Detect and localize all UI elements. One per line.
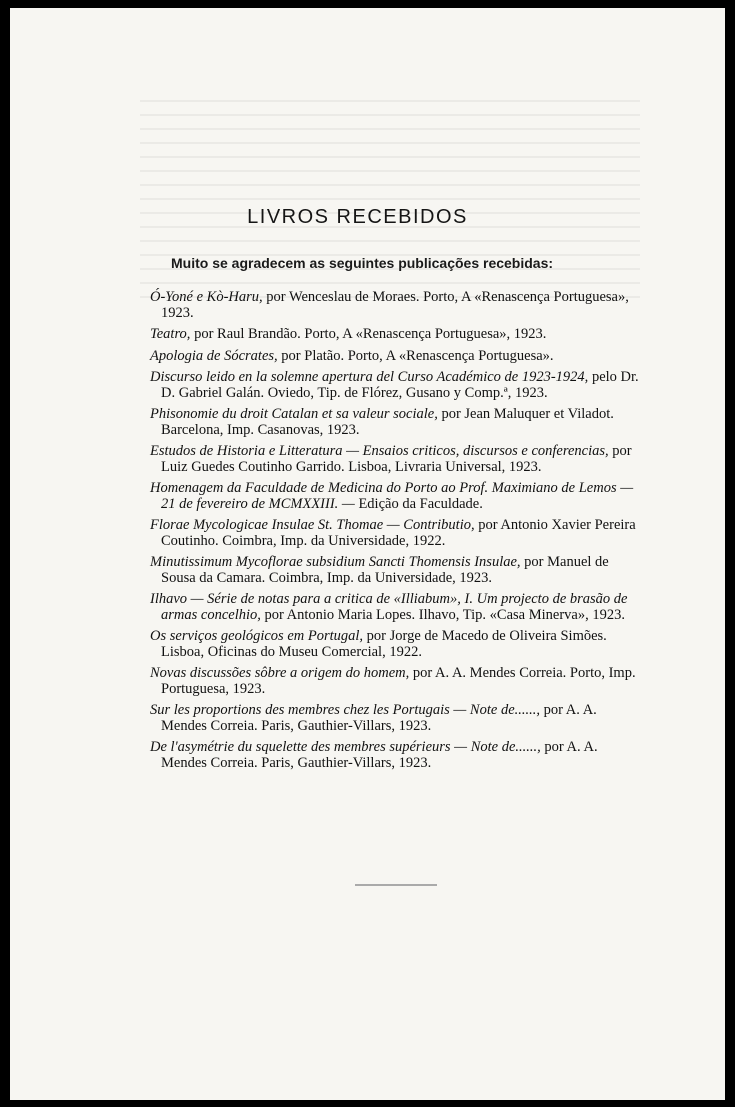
entry-details: por Jorge de Macedo de Oliveira Simões. Lisboa, Oficinas do Museu Comercial, 1922. xyxy=(161,628,607,660)
printer-mark xyxy=(355,884,437,886)
entry-details: por Antonio Xavier Pereira Coutinho. Coimbra, Imp. da Universidade, 1922. xyxy=(161,517,636,549)
list-item xyxy=(150,290,640,321)
entry-title: Teatro, xyxy=(150,326,191,342)
entry-title: Novas discussões sôbre a origem do homem, xyxy=(150,665,410,681)
entry-title: Apologia de Sócrates, xyxy=(150,347,278,364)
entry-details: por Antonio Maria Lopes. Ilhavo, Tip. «Casa Minerva», 1923. xyxy=(260,606,625,623)
list-item xyxy=(150,407,640,438)
list-item xyxy=(150,518,640,549)
list-item xyxy=(150,740,640,771)
list-item xyxy=(150,327,640,343)
entry-title: De l'asymétrie du squelette des membres supérieurs — Note de......, xyxy=(150,739,541,755)
entry-title: Discurso leido en la solemne apertura del Curso Académico de 1923-1924, xyxy=(150,369,589,385)
entry-details: por A. A. Mendes Correia. Paris, Gauthier-Villars, 1923. xyxy=(161,739,598,771)
entry-details: por A. A. Mendes Correia. Porto, Imp. Portuguesa, 1923. xyxy=(161,665,636,697)
list-item xyxy=(150,555,640,586)
entry-details: por Manuel de Sousa da Camara. Coimbra, Imp. da Universidade, 1923. xyxy=(161,554,609,586)
entry-details: por Platão. Porto, A «Renascença Portuguesa». xyxy=(277,347,554,364)
list-item xyxy=(150,703,640,734)
entry-details: pelo Dr. D. Gabriel Galán. Oviedo, Tip. de Flórez, Gusano y Comp.ª, 1923. xyxy=(161,369,639,401)
entry-title: Minutissimum Mycoflorae subsidium Sancti Thomensis Insulae, xyxy=(150,554,521,570)
entry-title: Os serviços geológicos em Portugal, xyxy=(150,628,364,644)
entry-details: Edição da Faculdade. xyxy=(354,495,483,512)
entry-details: por Luiz Guedes Coutinho Garrido. Lisboa, Livraria Universal, 1923. xyxy=(161,443,632,475)
list-item xyxy=(150,481,640,512)
entry-title: Ó-Yoné e Kò-Haru, xyxy=(150,289,263,305)
page-title: LIVROS RECEBIDOS xyxy=(247,206,468,228)
list-item xyxy=(150,629,640,660)
entry-details: por A. A. Mendes Correia. Paris, Gauthier-Villars, 1923. xyxy=(161,702,597,734)
entry-details: por Wenceslau de Moraes. Porto, A «Renascença Portuguesa», 1923. xyxy=(161,289,629,321)
book-list xyxy=(150,290,640,777)
list-item xyxy=(150,444,640,475)
entry-title: Ilhavo — Série de notas para a critica de «Illiabum», I. Um projecto de brasão de armas concelhio, xyxy=(150,591,628,623)
entry-title: Florae Mycologicae Insulae St. Thomae — Contributio, xyxy=(150,517,475,533)
list-item xyxy=(150,370,640,401)
entry-title: Sur les proportions des membres chez les Portugais — Note de......, xyxy=(150,702,540,718)
list-item xyxy=(150,349,640,365)
entry-details: por Raul Brandão. Porto, A «Renascença Portuguesa», 1923. xyxy=(190,326,547,342)
intro-text: Muito se agradecem as seguintes publicações recebidas: xyxy=(171,255,554,271)
entry-details: por Jean Maluquer et Viladot. Barcelona, Imp. Casanovas, 1923. xyxy=(161,406,614,438)
list-item xyxy=(150,666,640,697)
entry-title: Phisonomie du droit Catalan et sa valeur sociale, xyxy=(150,406,438,422)
entry-title: Homenagem da Faculdade de Medicina do Porto ao Prof. Maximiano de Lemos — 21 de fevereiro de MCMXXIII. — xyxy=(150,480,634,512)
entry-title: Estudos de Historia e Litteratura — Ensaios criticos, discursos e conferencias, xyxy=(150,443,609,459)
list-item xyxy=(150,592,640,623)
